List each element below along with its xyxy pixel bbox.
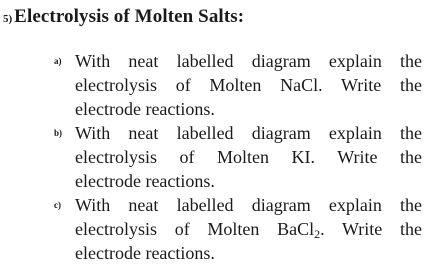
question-line: With neat labelled diagram explain the xyxy=(75,123,422,143)
question-text xyxy=(75,49,422,121)
question-line: With neat labelled diagram explain the xyxy=(75,51,422,71)
formula-suffix: . Write the xyxy=(320,219,423,239)
section-number: 5) xyxy=(3,13,13,25)
question-line: With neat labelled diagram explain the xyxy=(75,195,422,215)
question-marker: a) xyxy=(54,56,62,66)
question-marker: c) xyxy=(54,200,61,210)
section-heading xyxy=(3,6,244,28)
section-title: Electrolysis of Molten Salts: xyxy=(14,6,245,27)
question-line: electrode reactions. xyxy=(75,99,215,119)
question-line: electrolysis of Molten KI. Write the xyxy=(75,147,422,167)
question-line: electrolysis of Molten NaCl. Write the xyxy=(75,75,422,95)
question-marker: b) xyxy=(54,128,63,138)
question-line: electrode reactions. xyxy=(75,243,215,263)
question-text xyxy=(75,121,422,193)
formula-prefix: electrolysis of Molten BaCl xyxy=(75,219,315,239)
question-line: electrode reactions. xyxy=(75,171,215,191)
question-text xyxy=(75,193,422,265)
formula-subscript: 2 xyxy=(314,227,321,241)
question-line xyxy=(75,217,422,241)
